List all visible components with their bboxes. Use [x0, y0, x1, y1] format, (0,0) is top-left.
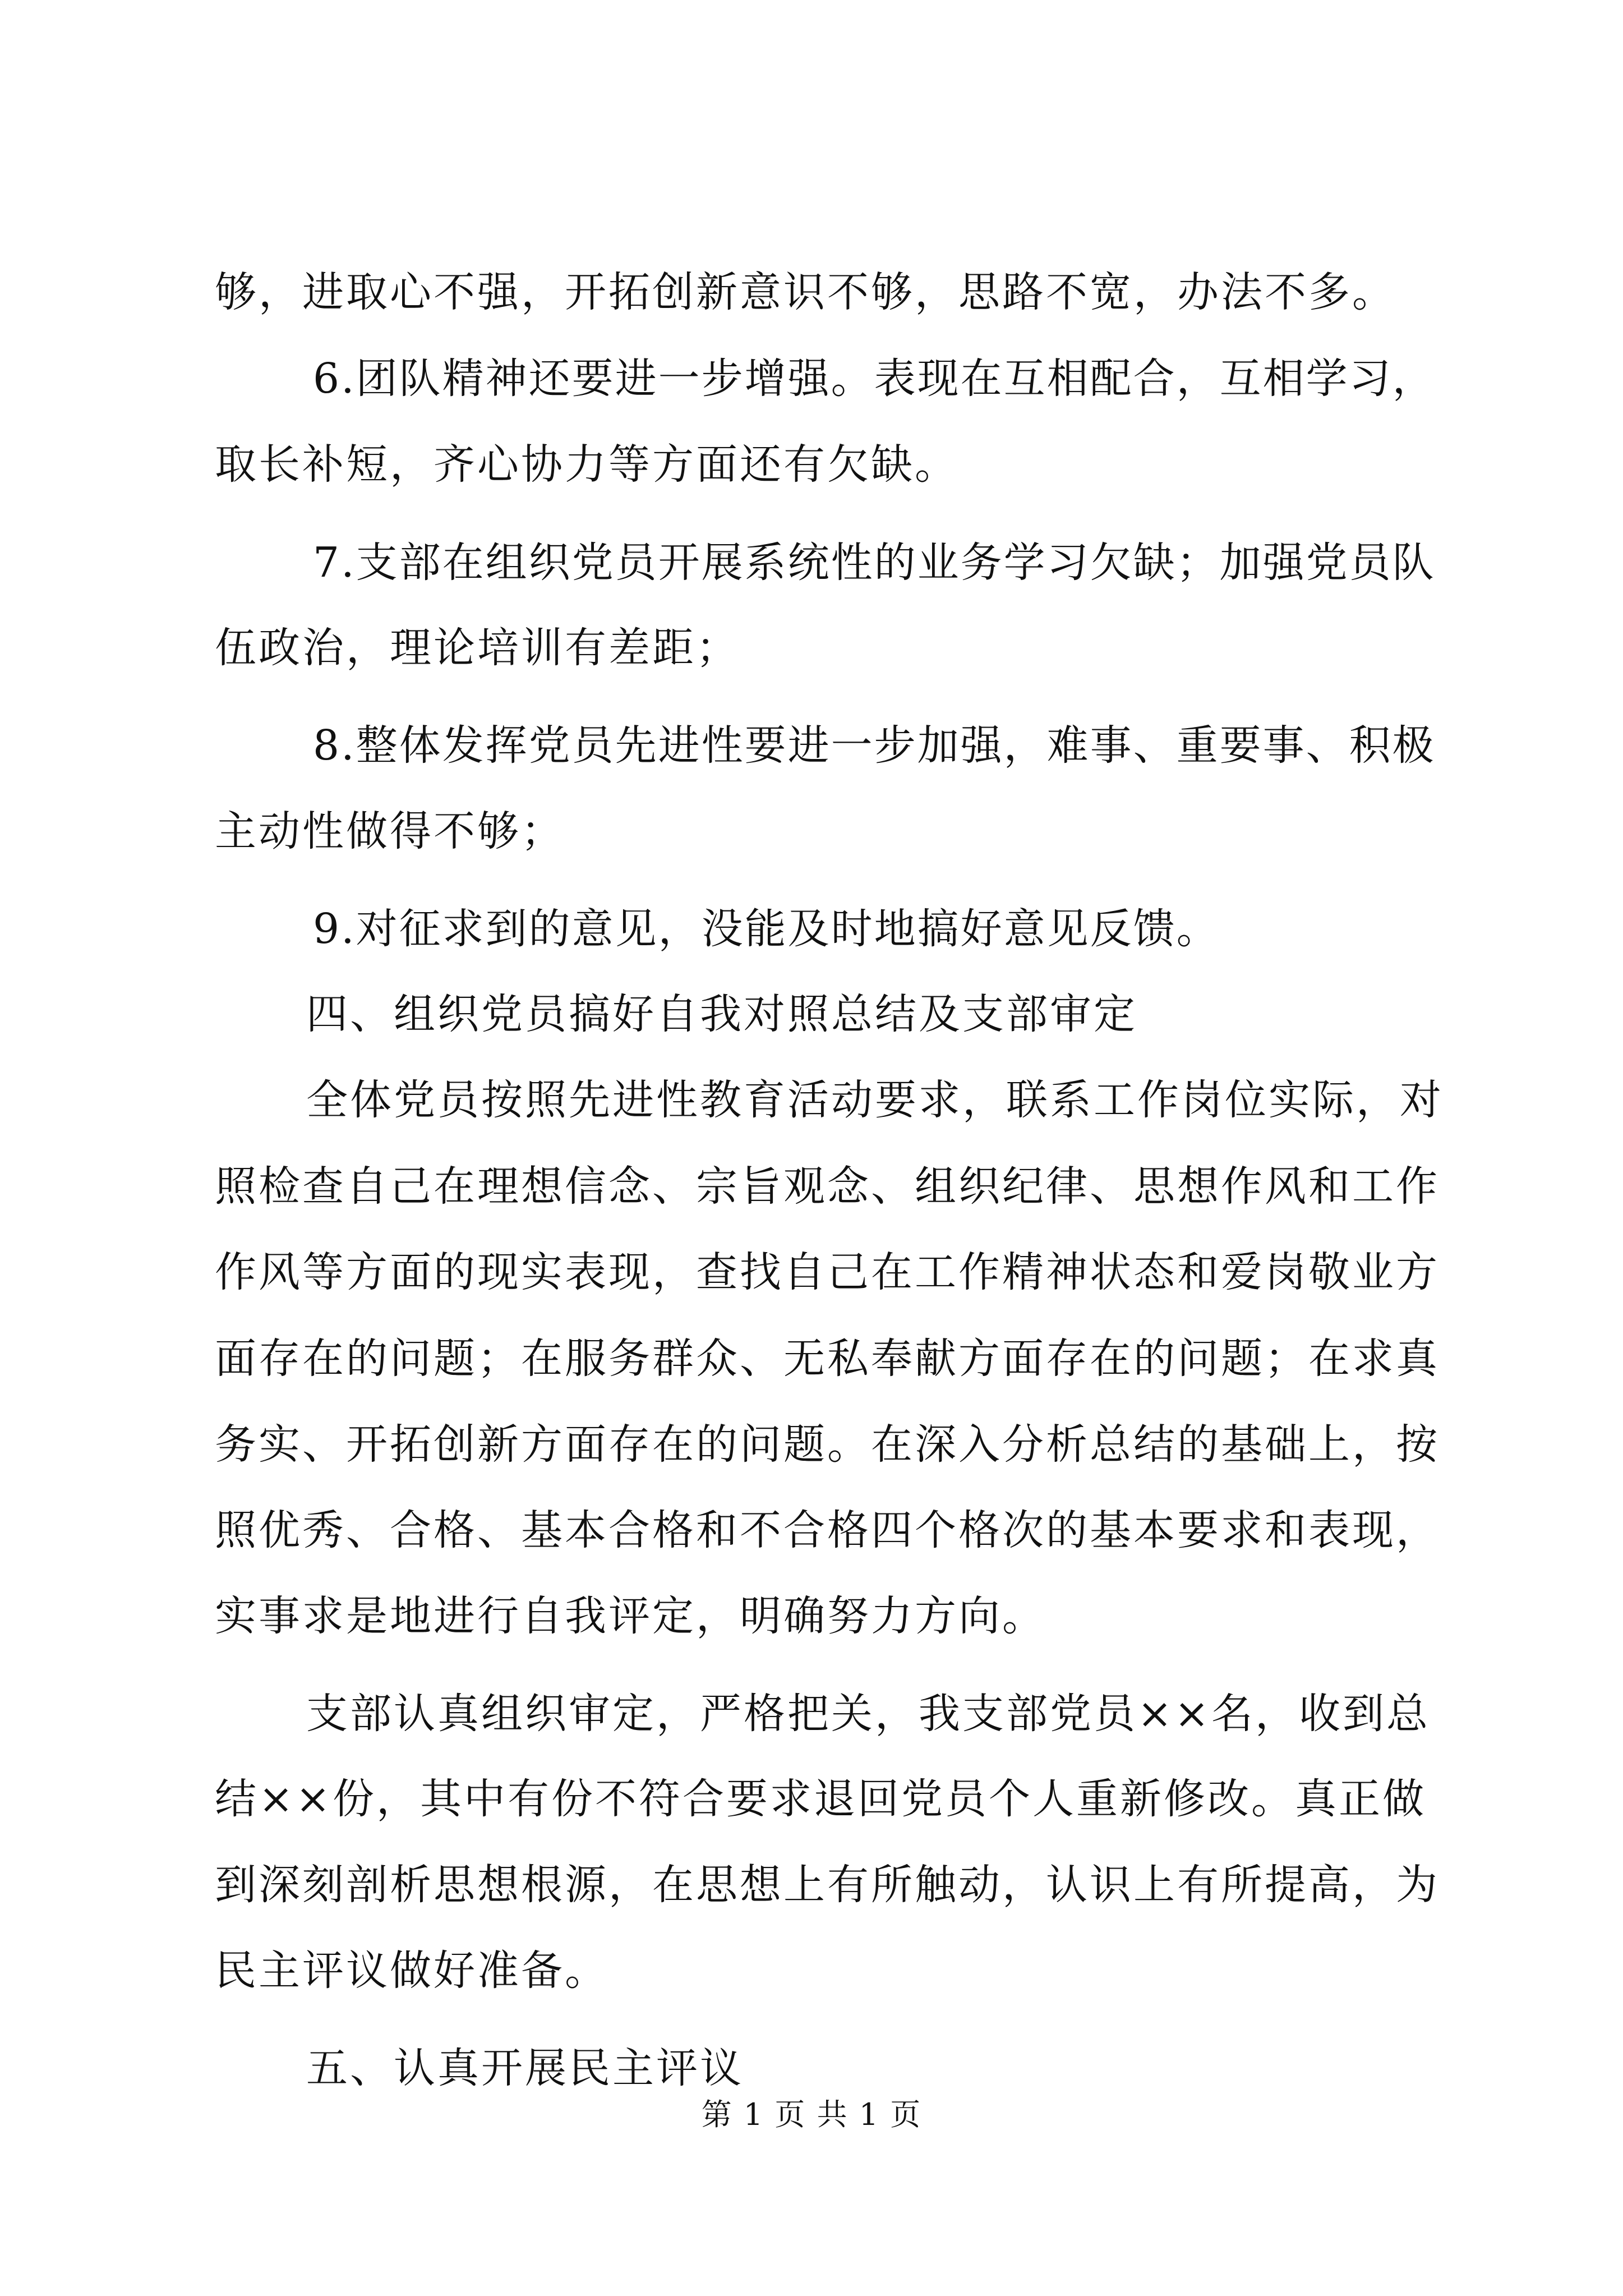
paragraph-line: 伍政治，理论培训有差距；: [215, 624, 740, 672]
paragraph-line: 照检查自己在理想信念、宗旨观念、组织纪律、思想作风和工作: [215, 1162, 1440, 1211]
paragraph-line: 支部认真组织审定，严格把关，我支部党员××名，收到总: [306, 1690, 1431, 1738]
paragraph-line: 务实、开拓创新方面存在的问题。在深入分析总结的基础上，按: [215, 1420, 1440, 1469]
paragraph-line: 7.支部在组织党员开展系统性的业务学习欠缺；加强党员队: [313, 539, 1436, 587]
paragraph-line: 6.团队精神还要进一步增强。表现在互相配合，互相学习，: [313, 355, 1436, 403]
paragraph-line: 够，进取心不强，开拓创新意识不够，思路不宽，办法不多。: [215, 268, 1396, 316]
paragraph-line: 面存在的问题；在服务群众、无私奉献方面存在的问题；在求真: [215, 1335, 1440, 1383]
paragraph-line: 8.整体发挥党员先进性要进一步加强，难事、重要事、积极: [313, 721, 1436, 770]
paragraph-line: 主动性做得不够；: [215, 807, 565, 855]
paragraph-line: 民主评议做好准备。: [215, 1947, 608, 1995]
paragraph-line: 照优秀、合格、基本合格和不合格四个格次的基本要求和表现，: [215, 1506, 1440, 1554]
paragraph-line: 全体党员按照先进性教育活动要求，联系工作岗位实际，对: [306, 1076, 1444, 1124]
paragraph-line: 作风等方面的现实表现，查找自己在工作精神状态和爱岗敬业方: [215, 1248, 1440, 1296]
paragraph-line: 取长补短，齐心协力等方面还有欠缺。: [215, 440, 958, 489]
paragraph-line: 9.对征求到的意见，没能及时地搞好意见反馈。: [313, 905, 1220, 953]
section-heading: 四、组织党员搞好自我对照总结及支部审定: [306, 990, 1137, 1038]
paragraph-line: 实事求是地进行自我评定，明确努力方向。: [215, 1592, 1046, 1640]
page-footer: 第 1 页 共 1 页: [701, 2097, 922, 2132]
paragraph-line: 结××份，其中有份不符合要求退回党员个人重新修改。真正做: [215, 1775, 1427, 1823]
paragraph-line: 到深刻剖析思想根源，在思想上有所触动，认识上有所提高，为: [215, 1861, 1440, 1909]
section-heading: 五、认真开展民主评议: [306, 2044, 744, 2092]
